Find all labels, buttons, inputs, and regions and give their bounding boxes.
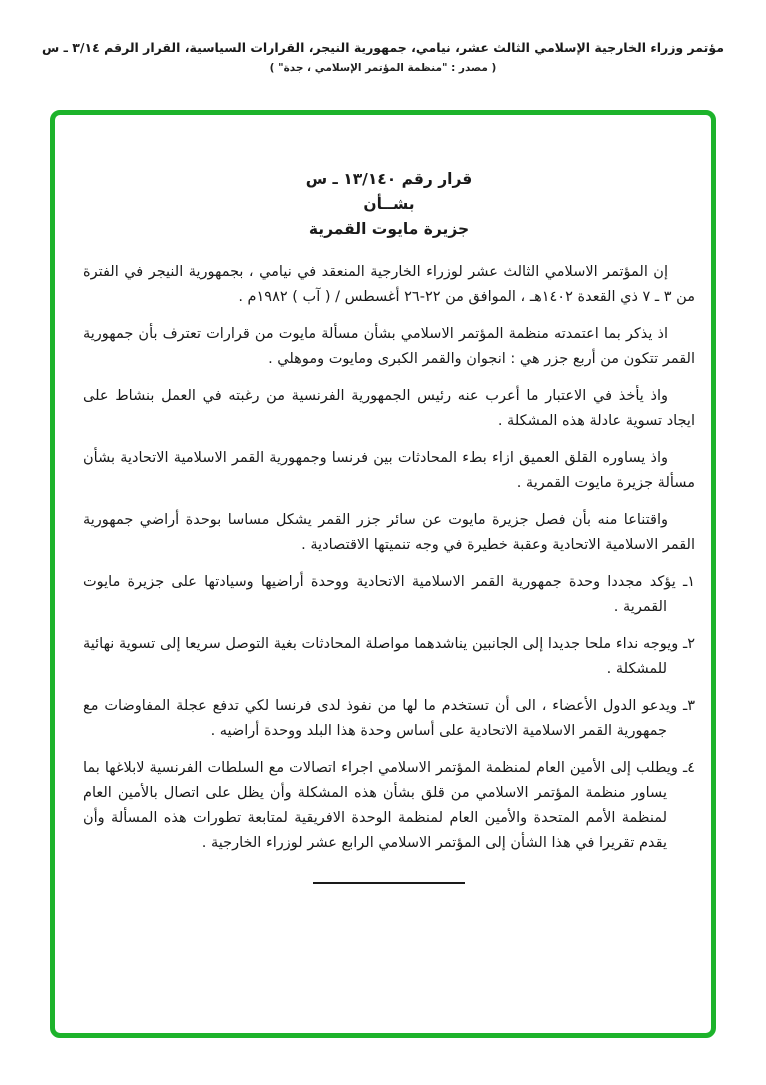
item-text: ويطلب إلى الأمين العام لمنظمة المؤتمر الاسلامي اجراء اتصالات مع السلطات الفرنسية لابلاغها بما يساور منظمة المؤتمر الاسلامي من قلق بشأن هذه المشكلة وأن يظل على اتصال بالأمين العام لمنظمة الأمم المتحدة والأمين العام لمنظمة الوحدة الافريقية لمتابعة تطورات هذه المسألة وأن يقدم تقريرا في هذا الشأن إلى المؤتمر الاسلامي الرابع عشر لوزراء الخارجية . (83, 760, 678, 851)
end-divider (313, 882, 465, 884)
item-number: ٤ـ (682, 760, 695, 776)
subject-title: جزيرة مايوت القمرية (308, 220, 470, 238)
header-citation-line: مؤتمر وزراء الخارجية الإسلامي الثالث عشر، نيامي، جمهورية النيجر، القرارات السياسية، القرار الرقم ٣/١٤ ـ س (42, 40, 724, 55)
document-body (83, 167, 695, 884)
preamble-paragraph: واذ يأخذ في الاعتبار ما أعرب عنه رئيس الجمهورية الفرنسية من رغبته في العمل بنشاط على ايجاد تسوية عادلة هذه المشكلة . (83, 388, 695, 429)
item-text: ويوجه نداء ملحا جديدا إلى الجانبين يناشدهما مواصلة المحادثات بغية التوصل سريعا إلى تسوية نهائية للمشكلة . (83, 636, 679, 677)
preamble-paragraph: إن المؤتمر الاسلامي الثالث عشر لوزراء الخارجية المنعقد في نيامي ، بجمهورية النيجر في الفترة من ٣ ـ ٧ ذي القعدة ١٤٠٢هـ ، الموافق من ٢٢-٢٦ أغسطس / ( آب ) ١٩٨٢م . (83, 264, 695, 305)
item-text: يؤكد مجددا وحدة جمهورية القمر الاسلامية الاتحادية ووحدة أراضيها وسيادتها على جزيرة مايوت القمرية . (83, 574, 676, 615)
document-frame (50, 110, 716, 1038)
operative-item (83, 632, 695, 682)
resolution-number-title: قرار رقم ١٣/١٤٠ ـ س (305, 170, 473, 188)
item-number: ٢ـ (682, 636, 696, 652)
preamble-paragraph: واذ يساوره القلق العميق ازاء بطء المحادثات بين فرنسا وجمهورية القمر الاسلامية الاتحادية بشأن مسألة جزيرة مايوت القمرية . (83, 450, 695, 491)
page-header (30, 40, 736, 74)
operative-item (83, 694, 695, 744)
regarding-label: بشــأن (363, 195, 415, 213)
item-text: ويدعو الدول الأعضاء ، الى أن تستخدم ما لها من نفوذ لدى فرنسا لكي تدفع عجلة المفاوضات مع جمهورية القمر الاسلامية الاتحادية على أساس وحدة هذا البلد ووحدة أراضيه . (83, 698, 678, 739)
item-number: ٣ـ (682, 698, 696, 714)
preamble-paragraph: اذ يذكر بما اعتمدته منظمة المؤتمر الاسلامي بشأن مسألة مايوت من قرارات تعترف بأن جمهورية القمر تتكون من أربع جزر هي : انجوان والقمر الكبرى ومايوت وموهلي . (83, 326, 695, 367)
operative-item (83, 756, 695, 856)
header-source-line: ( مصدر : "منظمة المؤتمر الإسلامي ، جدة" ) (269, 62, 497, 74)
item-number: ١ـ (682, 574, 696, 590)
title-block (83, 167, 695, 242)
preamble-paragraph: واقتناعا منه بأن فصل جزيرة مايوت عن سائر جزر القمر يشكل مساسا بوحدة أراضي جمهورية القمر الاسلامية الاتحادية وعقبة خطيرة في وجه تنميتها الاقتصادية . (83, 512, 695, 553)
operative-item (83, 570, 695, 620)
